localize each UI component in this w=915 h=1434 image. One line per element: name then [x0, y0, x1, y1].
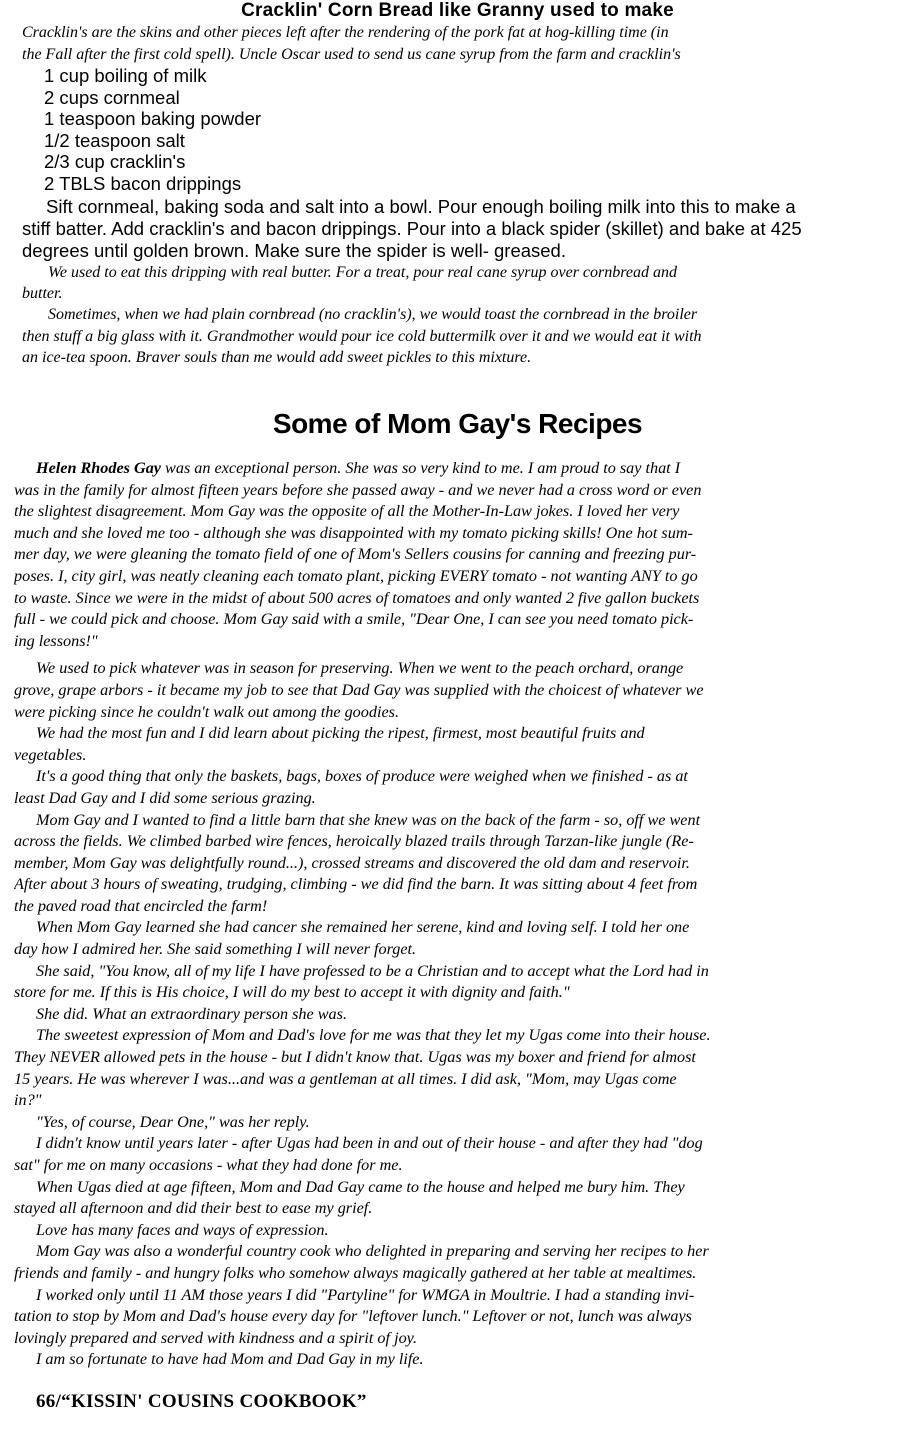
story-line: lovingly prepared and served with kindness and a spirit of joy. — [14, 1328, 417, 1347]
story-line: grove, grape arbors - it became my job to see that Dad Gay was supplied with the choicest of whatever we — [14, 680, 704, 699]
story-line: 15 years. He was wherever I was...and was a gentleman at all times. I did ask, "Mom, may Ugas come — [14, 1069, 677, 1088]
story-line: the slightest disagreement. Mom Gay was the opposite of all the Mother-In-Law jokes. I loved her very — [14, 502, 680, 521]
story-line: Mom Gay was also a wonderful country cook who delighted in preparing and serving her recipes to her — [36, 1242, 709, 1261]
ingredient-item: 2 TBLS bacon drippings — [44, 172, 242, 194]
story-line: poses. I, city girl, was neatly cleaning each tomato plant, picking EVERY tomato - not wanting ANY to go — [14, 566, 698, 585]
story-line: I worked only until 11 AM those years I did "Partyline" for WMGA in Moultrie. I had a standing invi- — [36, 1285, 695, 1304]
story-line: The sweetest expression of Mom and Dad's love for me was that they let my Ugas come into their house. — [36, 1026, 711, 1045]
note-line: We used to eat this dripping with real butter. For a treat, pour real cane syrup over cornbread and — [48, 264, 677, 281]
story-opening-line — [14, 458, 904, 480]
note-line: Sometimes, when we had plain cornbread (no cracklin's), we would toast the cornbread in the broiler — [48, 306, 698, 324]
section-title: Some of Mom Gay's Recipes — [272, 408, 643, 439]
story-line: across the fields. We climbed barbed wire fences, heroically blazed trails through Tarzan-like jungle (Re- — [14, 832, 694, 851]
story-body — [14, 458, 904, 1371]
note-line: an ice-tea spoon. Braver souls than me would add sweet pickles to this mixture. — [22, 348, 532, 366]
story-line: least Dad Gay and I did some serious grazing. — [14, 788, 316, 807]
story-line: tation to stop by Mom and Dad's house every day for "leftover lunch." Leftover or not, lunch was always — [14, 1307, 692, 1326]
story-line: day how I admired her. She said something I will never forget. — [14, 940, 417, 959]
story-line: She said, "You know, all of my life I have professed to be a Christian and to accept what the Lord had in — [36, 961, 709, 980]
story-line: I am so fortunate to have had Mom and Dad Gay in my life. — [36, 1350, 424, 1369]
ingredient-item: 2/3 cup cracklin's — [44, 151, 186, 173]
note-line: butter. — [22, 285, 63, 303]
story-line: When Ugas died at age fifteen, Mom and Dad Gay came to the house and helped me bury him. They — [36, 1177, 685, 1196]
story-line: friends and family - and hungry folks who somehow always magically gathered at her table at mealtimes. — [14, 1263, 697, 1282]
story-line: I didn't know until years later - after Ugas had been in and out of their house - and after they had "dog — [36, 1134, 703, 1153]
story-line: mer day, we were gleaning the tomato field of one of Mom's Sellers cousins for canning and freezing pur- — [14, 545, 697, 564]
recipe-notes — [22, 262, 902, 368]
story-line: sat" for me on many occasions - what they had done for me. — [14, 1156, 403, 1174]
story-line: the paved road that encircled the farm! — [14, 896, 268, 915]
story-line: vegetables. — [14, 745, 87, 764]
story-line: full - we could pick and choose. Mom Gay said with a smile, "Dear One, I can see you need tomato pick- — [14, 610, 694, 629]
opening-text: was an exceptional person. She was so very kind to me. I am proud to say that I — [161, 459, 681, 477]
method-line: stiff batter. Add cracklin's and bacon drippings. Pour into a black spider (skillet) and bake at 425 — [22, 217, 802, 239]
page-footer: 66/“KISSIN' COUSINS COOKBOOK” — [36, 1391, 367, 1412]
story-line: They NEVER allowed pets in the house - but I didn't know that. Ugas was my boxer and friend for almost — [14, 1048, 696, 1067]
person-name: Helen Rhodes Gay — [36, 459, 161, 477]
story-line: It's a good thing that only the baskets, bags, boxes of produce were weighed when we finished - as at — [36, 767, 688, 786]
recipe-method — [22, 196, 902, 261]
story-line: We had the most fun and I did learn about picking the ripest, firmest, most beautiful fruits and — [36, 724, 645, 743]
story-line: Mom Gay and I wanted to find a little barn that she knew was on the back of the farm - so, off we went — [36, 810, 701, 829]
intro-line: the Fall after the first cold spell). Uncle Oscar used to send us cane syrup from the farm and cracklin's — [22, 45, 681, 63]
story-line: She did. What an extraordinary person she was. — [36, 1004, 347, 1023]
story-line: were picking since he couldn't walk out among the goodies. — [14, 702, 399, 721]
story-line: member, Mom Gay was delightfully round...), crossed streams and discovered the old dam and reservoir. — [14, 853, 690, 872]
story-line: store for me. If this is His choice, I will do my best to accept it with dignity and faith." — [14, 983, 570, 1002]
story-line: "Yes, of course, Dear One," was her reply. — [36, 1112, 310, 1131]
ingredient-item: 1/2 teaspoon salt — [44, 129, 185, 151]
story-line: much and she loved me too - although she was disappointed with my tomato picking skills! One hot sum- — [14, 523, 693, 542]
intro-line: Cracklin's are the skins and other pieces left after the rendering of the pork fat at hog-killing time (in — [22, 24, 669, 41]
story-line: When Mom Gay learned she had cancer she remained her serene, kind and loving self. I told her one — [36, 918, 690, 937]
ingredient-item: 1 teaspoon baking powder — [44, 108, 262, 130]
story-line: Love has many faces and ways of expression. — [36, 1220, 329, 1239]
method-line: Sift cornmeal, baking soda and salt into a bowl. Pour enough boiling milk into this to make a — [46, 196, 796, 217]
note-line: then stuff a big glass with it. Grandmother would pour ice cold buttermilk over it and we would eat it with — [22, 327, 702, 345]
method-line: degrees until golden brown. Make sure the spider is well- greased. — [22, 239, 566, 261]
recipe-intro — [22, 22, 902, 65]
story-line: ing lessons!" — [14, 631, 98, 650]
story-line: was in the family for almost fifteen years before she passed away - and we never had a cross word or even — [14, 480, 702, 499]
story-line: in?" — [14, 1091, 42, 1110]
story-line: After about 3 hours of sweating, trudging, climbing - we did find the barn. It was sitting about 4 feet from — [14, 875, 698, 894]
ingredient-item: 2 cups cornmeal — [44, 86, 180, 108]
story-line: We used to pick whatever was in season for preserving. When we went to the peach orchard, orange — [36, 659, 684, 678]
recipe-title: Cracklin' Corn Bread like Granny used to make — [241, 0, 674, 21]
ingredient-item: 1 cup boiling of milk — [44, 65, 207, 86]
story-line: to waste. Since we were in the midst of about 500 acres of tomatoes and only wanted 2 five gallon buckets — [14, 588, 700, 607]
story-line: stayed all afternoon and did their best to ease my grief. — [14, 1199, 373, 1218]
ingredient-list — [44, 65, 261, 195]
